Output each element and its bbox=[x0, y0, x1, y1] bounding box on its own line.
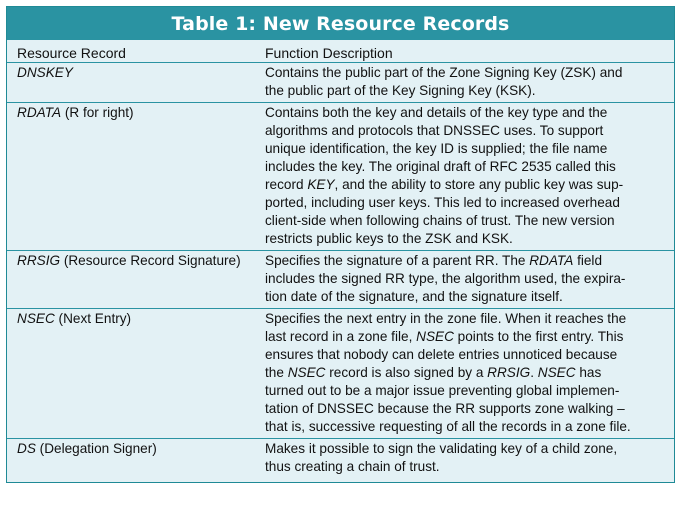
record-name: DNSKEY bbox=[17, 65, 73, 80]
description-line: the public part of the Key Signing Key (KSK). bbox=[265, 83, 536, 98]
description-line: Specifies the next entry in the zone file. When it reaches the bbox=[265, 311, 627, 326]
header-row bbox=[7, 40, 674, 63]
description-line: Contains the public part of the Zone Signing Key (ZSK) and bbox=[265, 65, 623, 80]
record-name: DS bbox=[17, 441, 36, 456]
description-line: algorithms and protocols that DNSSEC uses. To support bbox=[265, 123, 604, 138]
description-line: tation of DNSSEC because the RR supports zone walking – bbox=[265, 401, 625, 416]
description-line: Contains both the key and details of the key type and the bbox=[265, 105, 608, 120]
record-name-expansion: (Resource Record Signature) bbox=[60, 253, 241, 268]
record-description-cell bbox=[259, 63, 674, 103]
description-line: includes the signed RR type, the algorithm used, the expira- bbox=[265, 271, 626, 286]
record-name-cell bbox=[7, 309, 259, 439]
record-name-expansion: (Delegation Signer) bbox=[35, 441, 157, 456]
description-line: ported, including user keys. This led to increased overhead bbox=[265, 195, 620, 210]
record-name-cell bbox=[7, 63, 259, 103]
description-line: Makes it possible to sign the validating key of a child zone, bbox=[265, 441, 618, 456]
description-line: unique identification, the key ID is supplied; the file name bbox=[265, 141, 608, 156]
description-line: thus creating a chain of trust. bbox=[265, 459, 440, 474]
table-row bbox=[7, 309, 674, 439]
description-line: restricts public keys to the ZSK and KSK. bbox=[265, 231, 513, 246]
header-function-description: Function Description bbox=[265, 45, 393, 61]
record-name: RRSIG bbox=[17, 253, 61, 268]
description-line: tion date of the signature, and the signature itself. bbox=[265, 289, 563, 304]
table-row bbox=[7, 63, 674, 103]
record-description-cell bbox=[259, 309, 674, 439]
record-name: RDATA bbox=[17, 105, 62, 120]
description-line: client-side when following chains of trust. The new version bbox=[265, 213, 615, 228]
description-line: ensures that nobody can delete entries unnoticed because bbox=[265, 347, 618, 362]
table-title-bar bbox=[7, 7, 674, 40]
description-line: Specifies the signature of a parent RR. The RDATA field bbox=[265, 253, 603, 268]
description-line: the NSEC record is also signed by a RRSIG. NSEC has bbox=[265, 365, 602, 380]
description-line: last record in a zone file, NSEC points to the first entry. This bbox=[265, 329, 624, 344]
records-table bbox=[7, 40, 674, 482]
record-name-cell bbox=[7, 103, 259, 251]
table-row bbox=[7, 439, 674, 483]
table-title: Table 1: New Resource Records bbox=[171, 12, 510, 35]
description-line: turned out to be a major issue preventing global implemen- bbox=[265, 383, 620, 398]
record-description-cell bbox=[259, 103, 674, 251]
record-description-cell bbox=[259, 251, 674, 309]
table-body bbox=[7, 63, 674, 483]
header-resource-record: Resource Record bbox=[17, 45, 126, 61]
resource-records-table bbox=[6, 6, 675, 483]
record-name-expansion: (R for right) bbox=[61, 105, 134, 120]
record-name: NSEC bbox=[17, 311, 55, 326]
record-name-cell bbox=[7, 439, 259, 483]
table-row bbox=[7, 251, 674, 309]
record-name-expansion: (Next Entry) bbox=[54, 311, 132, 326]
description-line: record KEY, and the ability to store any public key was sup- bbox=[265, 177, 624, 192]
description-line: that is, successive requesting of all the records in a zone file. bbox=[265, 419, 631, 434]
table-row bbox=[7, 103, 674, 251]
record-description-cell bbox=[259, 439, 674, 483]
record-name-cell bbox=[7, 251, 259, 309]
description-line: includes the key. The original draft of RFC 2535 called this bbox=[265, 159, 616, 174]
